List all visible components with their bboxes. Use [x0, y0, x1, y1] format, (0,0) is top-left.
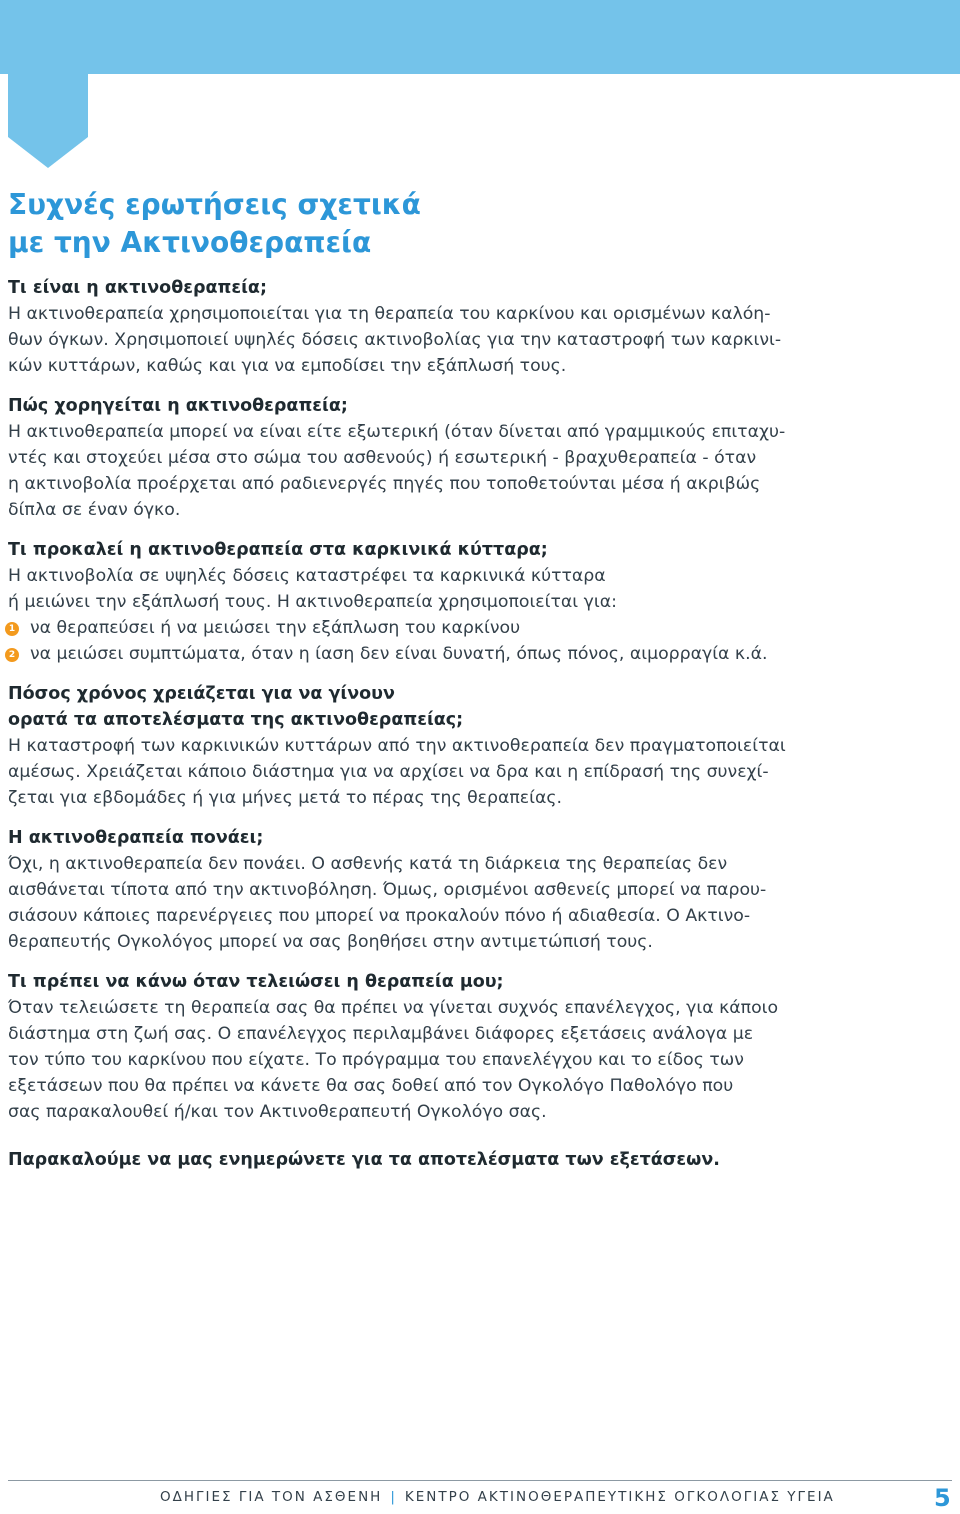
page-title — [8, 186, 858, 262]
question-line: Τι πρέπει να κάνω όταν τελειώσει η θεραπεία μου; — [8, 972, 504, 992]
answer-line: σας παρακαλουθεί ή/και τον Ακτινοθεραπευτή Ογκολόγο σας. — [8, 1102, 547, 1122]
footer-divider — [8, 1480, 952, 1481]
answer-line: διάστημα στη ζωή σας. Ο επανέλεγχος περιλαμβάνει διάφορες εξετάσεις ανάλογα με — [8, 1024, 754, 1044]
question-heading — [8, 275, 858, 301]
question-heading — [8, 681, 858, 733]
answer-line: ή μειώνει την εξάπλωσή τους. Η ακτινοθεραπεία χρησιμοποιείται για: — [8, 592, 617, 612]
answer-line: Η ακτινοθεραπεία χρησιμοποιείται για τη θεραπεία του καρκίνου και ορισμένων καλόη- — [8, 304, 771, 324]
faq-section-effect-on-cells — [8, 537, 858, 667]
answer-line: θων όγκων. Χρησιμοποιεί υψηλές δόσεις ακτινοβολίας για την καταστροφή των καρκινι- — [8, 330, 782, 350]
answer-line: Η ακτινοθεραπεία μπορεί να είναι είτε εξωτερική (όταν δίνεται από γραμμικούς επιταχυ- — [8, 422, 786, 442]
answer-paragraph — [8, 851, 858, 955]
list-item — [8, 615, 858, 641]
number-bullet-1: 1 — [5, 622, 19, 636]
answer-line: ζεται για εβδομάδες ή για μήνες μετά το πέρας της θεραπείας. — [8, 788, 562, 808]
faq-section-time-to-results — [8, 681, 858, 811]
question-line: Πώς χορηγείται η ακτινοθεραπεία; — [8, 396, 348, 416]
answer-paragraph — [8, 733, 858, 811]
question-line: ορατά τα αποτελέσματα της ακτινοθεραπείας; — [8, 710, 464, 730]
top-color-band — [0, 0, 960, 74]
faq-section-after-treatment — [8, 969, 858, 1125]
closing-note: Παρακαλούμε να μας ενημερώνετε για τα αποτελέσματα των εξετάσεων. — [8, 1150, 720, 1170]
answer-line: Η ακτινοβολία σε υψηλές δόσεις καταστρέφει τα καρκινικά κύτταρα — [8, 566, 606, 586]
page-number: 5 — [934, 1484, 951, 1512]
page-title-line-2: με την Ακτινοθεραπεία — [8, 226, 372, 259]
answer-line: η ακτινοβολία προέρχεται από ραδιενεργές πηγές που τοποθετούνται μέσα ή ακριβώς — [8, 474, 761, 494]
answer-paragraph — [8, 995, 858, 1125]
question-heading — [8, 537, 858, 563]
list-item-text: να μειώσει συμπτώματα, όταν η ίαση δεν είναι δυνατή, όπως πόνος, αιμορραγία κ.ά. — [30, 644, 768, 664]
footer-left-text: ΟΔΗΓΙΕΣ ΓΙΑ ΤΟΝ ΑΣΘΕΝΗ — [160, 1489, 383, 1505]
question-heading — [8, 825, 858, 851]
answer-line: Η καταστροφή των καρκινικών κυττάρων από την ακτινοθεραπεία δεν πραγματοποιείται — [8, 736, 786, 756]
answer-line: αμέσως. Χρειάζεται κάποιο διάστημα για να αρχίσει να δρα και η επίδρασή της συνεχί- — [8, 762, 769, 782]
question-heading — [8, 393, 858, 419]
answer-line: τον τύπο του καρκίνου που είχατε. Το πρόγραμμα του επανελέγχου και το είδος των — [8, 1050, 744, 1070]
answer-line: δίπλα σε έναν όγκο. — [8, 500, 181, 520]
answer-line: Όχι, η ακτινοθεραπεία δεν πονάει. Ο ασθενής κατά τη διάρκεια της θεραπείας δεν — [8, 854, 728, 874]
answer-line: αισθάνεται τίποτα από την ακτινοβόληση. Όμως, ορισμένοι ασθενείς μπορεί να παρου- — [8, 880, 767, 900]
footer-caption — [160, 1489, 835, 1505]
page-title-line-1: Συχνές ερωτήσεις σχετικά — [8, 188, 421, 221]
question-line: Πόσος χρόνος χρειάζεται για να γίνουν — [8, 684, 395, 704]
answer-line: κών κυττάρων, καθώς και για να εμποδίσει την εξάπλωσή τους. — [8, 356, 567, 376]
answer-line: εξετάσεων που θα πρέπει να κάνετε θα σας δοθεί από τον Ογκολόγο Παθολόγο που — [8, 1076, 734, 1096]
footer-right-text: ΚΕΝΤΡΟ ΑΚΤΙΝΟΘΕΡΑΠΕΥΤΙΚΗΣ ΟΓΚΟΛΟΓΙΑΣ ΥΓΕΙΑ — [404, 1489, 835, 1505]
number-bullet-2: 2 — [5, 648, 19, 662]
answer-line: θεραπευτής Ογκολόγος μπορεί να σας βοηθήσει στην αντιμετώπισή τους. — [8, 932, 653, 952]
faq-section-how-given — [8, 393, 858, 523]
faq-section-does-it-hurt — [8, 825, 858, 955]
answer-line: σιάσουν κάποιες παρενέργειες που μπορεί να προκαλούν πόνο ή αδιαθεσία. Ο Ακτινο- — [8, 906, 751, 926]
answer-paragraph — [8, 301, 858, 379]
footer-separator: | — [390, 1489, 397, 1505]
faq-section-what-is — [8, 275, 858, 379]
answer-paragraph — [8, 419, 858, 523]
faq-content — [8, 186, 858, 1173]
question-line: Τι είναι η ακτινοθεραπεία; — [8, 278, 267, 298]
answer-line: ντές και στοχεύει μέσα στο σώμα του ασθενούς) ή εσωτερική - βραχυθεραπεία - όταν — [8, 448, 757, 468]
answer-paragraph — [8, 563, 858, 615]
answer-line: Όταν τελειώσετε τη θεραπεία σας θα πρέπει να γίνεται συχνός επανέλεγχος, για κάποιο — [8, 998, 779, 1018]
list-item — [8, 641, 858, 667]
question-line: Τι προκαλεί η ακτινοθεραπεία στα καρκινικά κύτταρα; — [8, 540, 548, 560]
question-line: Η ακτινοθεραπεία πονάει; — [8, 828, 264, 848]
left-ribbon-tab — [8, 0, 88, 168]
question-heading — [8, 969, 858, 995]
list-item-text: να θεραπεύσει ή να μειώσει την εξάπλωση του καρκίνου — [30, 618, 521, 638]
